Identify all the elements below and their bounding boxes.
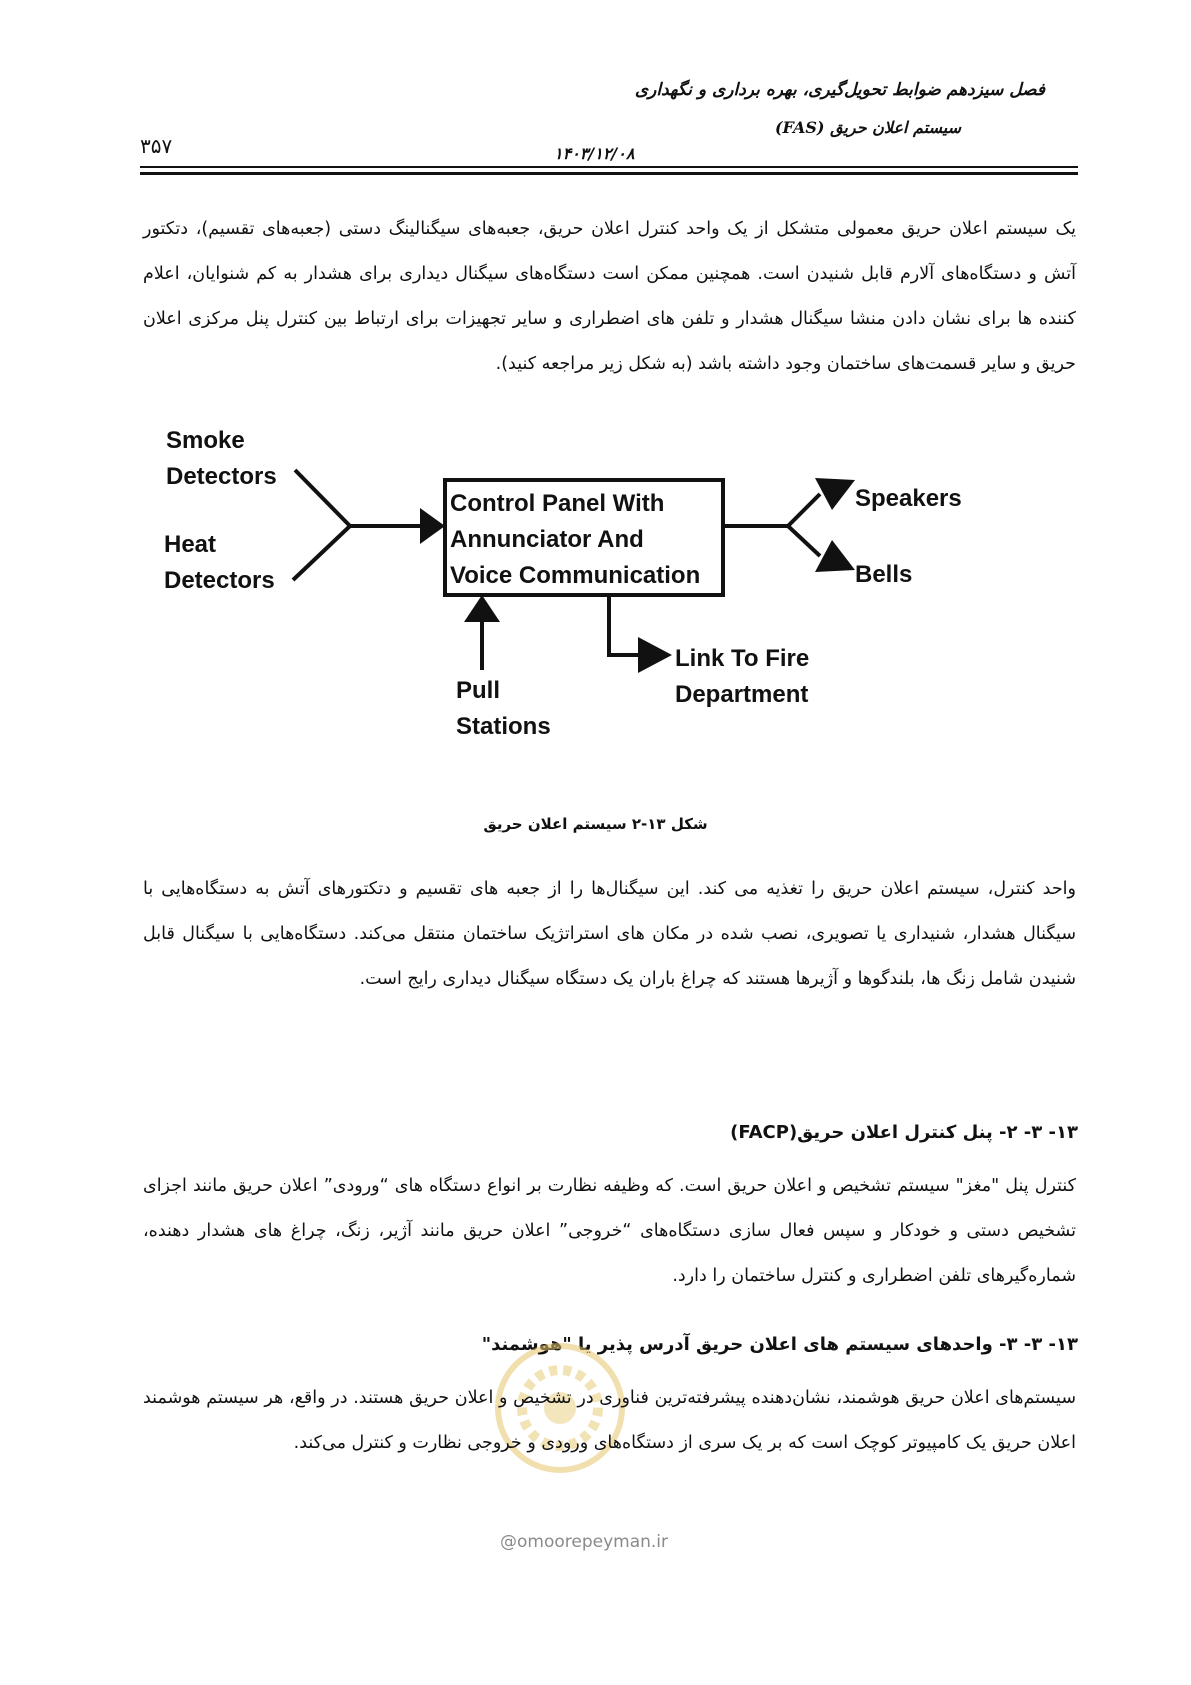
pull-label-2: Stations bbox=[456, 713, 551, 740]
bells-arrowhead bbox=[815, 540, 855, 572]
intro-paragraph: یک سیستم اعلان حریق معمولی متشکل از یک واحد کنترل اعلان حریق، جعبه‌های سیگنالینگ دستی (جعبه‌های تقسیم)، دتکتور آتش و دستگاه‌های آلارم قابل شنیدن است. همچنین ممکن است دستگاه‌های سیگنال دیداری برای هشدار به کم شنوایان، اعلام کننده ها برای نشان دادن منشا سیگنال هشدار و تلفن های اضطراری و سایر تجهیزات برای ارتباط بین کنترل پنل مرکزی اعلان حریق و سایر قسمت‌های ساختمان وجود داشته باشد (به شکل زیر مراجعه کنید). bbox=[143, 219, 1076, 374]
page-number: ۳۵۷ bbox=[140, 134, 173, 158]
paragraph-control-unit: واحد کنترل، سیستم اعلان حریق را تغذیه می کند. این سیگنال‌ها را از جعبه های تقسیم و دتکتورهای آتش به دستگاه‌هایی با سیگنال هشدار، شنیداری یا تصویری، نصب شده در مکان های استراتژیک ساختمان منتقل می‌کند. دستگاه‌هایی با سیگنال قابل شنیدن شامل زنگ ها، بلندگوها و آژیرها هستند که چراغ باران یک دستگاه سیگنال دیداری رایج است. bbox=[143, 879, 1076, 989]
panel-label-2: Annunciator And bbox=[450, 526, 644, 553]
paragraph-addressable: سیستم‌های اعلان حریق هوشمند، نشان‌دهنده پیشرفته‌ترین فناوری در تشخیص و اعلان حریق هستند. در واقع، هر سیستم هوشمند اعلان حریق یک کامپیوتر کوچک است که بر یک سری از دستگاه‌های ورودی و خروجی نظارت و کنترل می‌کند. bbox=[143, 1388, 1076, 1453]
smoke-label-1: Smoke bbox=[166, 427, 245, 454]
input-arrowhead bbox=[420, 508, 445, 544]
heat-label-1: Heat bbox=[164, 531, 217, 558]
link-label-1: Link To Fire bbox=[675, 645, 810, 672]
section-heading-addressable: ۱۳- ۳- ۳- واحدهای سیستم های اعلان حریق آدرس پذیر یا "هوشمند" bbox=[481, 1334, 1078, 1355]
document-date: ۱۴۰۳/۱۲/۰۸ bbox=[554, 144, 635, 163]
heat-connector bbox=[293, 526, 350, 580]
header-rule-thick bbox=[140, 172, 1078, 175]
panel-label-1: Control Panel With bbox=[450, 490, 665, 517]
figure-caption: شکل ۱۳-۲ سیستم اعلان حریق bbox=[483, 815, 708, 833]
speakers-label: Speakers bbox=[855, 485, 962, 512]
bells-connector bbox=[788, 526, 820, 556]
pull-label-1: Pull bbox=[456, 677, 501, 704]
bells-label: Bells bbox=[855, 561, 913, 588]
speakers-connector bbox=[788, 494, 820, 526]
paragraph-facp: کنترل پنل "مغز" سیستم تشخیص و اعلان حریق است. که وظیفه نظارت بر انواع دستگاه های “ورودی” اعلان حریق مانند اجزای تشخیص دستی و خودکار و سپس فعال سازی دستگاه‌های “خروجی” اعلان حریق مانند آژیر، زنگ، چراغ های هشدار دهنده، شماره‌گیرهای تلفن اضطراری و کنترل ساختمان را دارد. bbox=[143, 1176, 1076, 1286]
header-rule bbox=[140, 166, 1078, 168]
link-label-2: Department bbox=[675, 681, 809, 708]
section-subtitle: سیستم اعلان حریق (FAS) bbox=[774, 118, 961, 137]
section-heading-facp: ۱۳- ۳- ۲- پنل کنترل اعلان حریق(FACP) bbox=[730, 1122, 1078, 1143]
smoke-label-2: Detectors bbox=[166, 463, 277, 490]
panel-label-3: Voice Communication bbox=[450, 562, 701, 589]
link-connector bbox=[609, 595, 640, 655]
heat-label-2: Detectors bbox=[164, 567, 275, 594]
speakers-arrowhead bbox=[815, 478, 855, 510]
chapter-title: فصل سیزدهم ضوابط تحویل‌گیری، بهره برداری و نگهداری bbox=[634, 80, 1045, 100]
smoke-connector bbox=[295, 470, 350, 526]
link-arrowhead bbox=[638, 637, 672, 673]
pull-arrowhead bbox=[464, 595, 500, 622]
watermark-text: @omoorepeyman.ir bbox=[500, 1532, 669, 1552]
fire-alarm-diagram bbox=[160, 420, 1040, 780]
